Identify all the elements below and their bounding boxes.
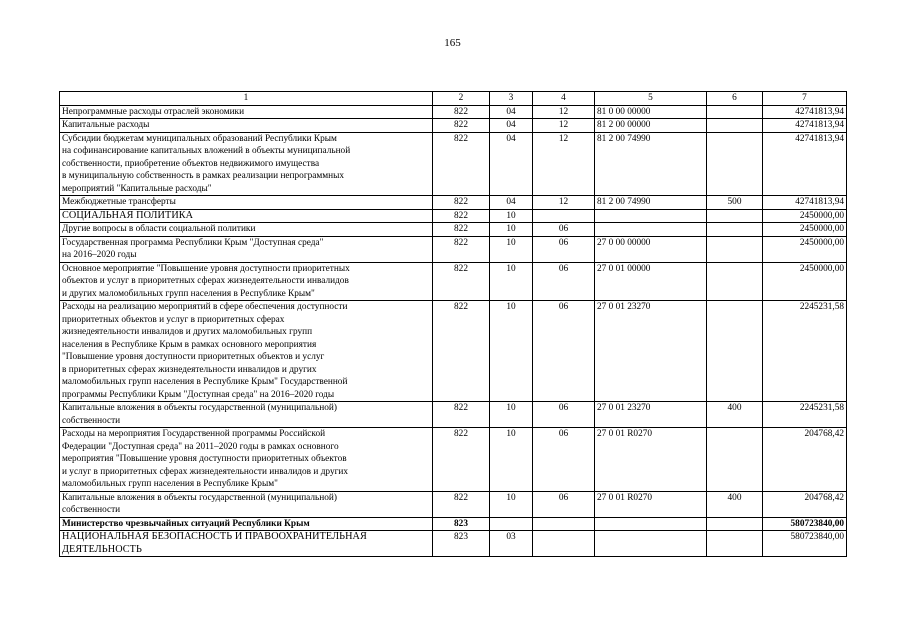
section-code-cell: 10	[490, 223, 533, 237]
table-row	[60, 491, 847, 517]
amount-cell: 2245231,58	[763, 301, 847, 402]
expense-type-cell: 400	[707, 491, 763, 517]
target-article-cell: 27 0 00 00000	[595, 236, 707, 262]
expense-type-cell	[707, 301, 763, 402]
row-name-cell: Капитальные расходы	[60, 119, 433, 133]
expense-type-cell	[707, 132, 763, 196]
expense-type-cell	[707, 262, 763, 301]
column-header: 6	[707, 92, 763, 106]
ministry-code-cell: 823	[433, 517, 490, 531]
amount-cell: 204768,42	[763, 428, 847, 492]
table-row	[60, 236, 847, 262]
row-name-cell: Капитальные вложения в объекты государственной (муниципальной) собственности	[60, 491, 433, 517]
section-code-cell: 03	[490, 531, 533, 557]
subsection-code-cell: 06	[533, 428, 595, 492]
ministry-code-cell: 823	[433, 531, 490, 557]
row-name-cell: Расходы на реализацию мероприятий в сфере обеспечения доступности приоритетных объектов и услуг в приоритетных сферах жизнедеятельности инвалидов и других маломобильных групп населения в Республике Крым в рамках основного мероприятия "Повышение уровня доступности приоритетных объектов и услуг в приоритетных сферах жизнедеятельности инвалидов и других маломобильных групп населения в Республике Крым" Государственной программы Республики Крым "Доступная среда" на 2016–2020 годы	[60, 301, 433, 402]
expense-type-cell: 500	[707, 196, 763, 210]
subsection-code-cell: 06	[533, 491, 595, 517]
section-code-cell: 10	[490, 209, 533, 223]
amount-cell: 42741813,94	[763, 132, 847, 196]
ministry-code-cell: 822	[433, 119, 490, 133]
ministry-code-cell: 822	[433, 132, 490, 196]
section-code-cell: 04	[490, 132, 533, 196]
expense-type-cell: 400	[707, 402, 763, 428]
table-row	[60, 132, 847, 196]
subsection-code-cell: 12	[533, 105, 595, 119]
ministry-code-cell: 822	[433, 223, 490, 237]
row-name-cell: Министерство чрезвычайных ситуаций Республики Крым	[60, 517, 433, 531]
ministry-code-cell: 822	[433, 262, 490, 301]
table-row	[60, 517, 847, 531]
subsection-code-cell: 06	[533, 223, 595, 237]
row-name-cell: Основное мероприятие "Повышение уровня доступности приоритетных объектов и услуг в приоритетных сферах жизнедеятельности инвалидов и других маломобильных групп населения в Республике Крым"	[60, 262, 433, 301]
column-header: 5	[595, 92, 707, 106]
section-code-cell: 04	[490, 196, 533, 210]
row-name-cell: Непрограммные расходы отраслей экономики	[60, 105, 433, 119]
table-row	[60, 301, 847, 402]
row-name-cell: Субсидии бюджетам муниципальных образований Республики Крым на софинансирование капитальных вложений в объекты муниципальной собственности, приобретение объектов недвижимого имущества в муниципальную собственность в рамках реализации непрограммных мероприятий "Капитальные расходы"	[60, 132, 433, 196]
table-row	[60, 262, 847, 301]
target-article-cell: 27 0 01 23270	[595, 301, 707, 402]
table-row	[60, 119, 847, 133]
section-code-cell: 04	[490, 105, 533, 119]
column-header: 3	[490, 92, 533, 106]
ministry-code-cell: 822	[433, 196, 490, 210]
subsection-code-cell	[533, 209, 595, 223]
column-header: 4	[533, 92, 595, 106]
ministry-code-cell: 822	[433, 491, 490, 517]
target-article-cell	[595, 531, 707, 557]
table-row	[60, 402, 847, 428]
column-header: 7	[763, 92, 847, 106]
row-name-cell: Другие вопросы в области социальной политики	[60, 223, 433, 237]
amount-cell: 42741813,94	[763, 105, 847, 119]
ministry-code-cell: 822	[433, 209, 490, 223]
target-article-cell: 81 2 00 00000	[595, 119, 707, 133]
expense-type-cell	[707, 517, 763, 531]
table-row	[60, 428, 847, 492]
section-code-cell	[490, 517, 533, 531]
table-body	[60, 105, 847, 557]
table-row	[60, 531, 847, 557]
subsection-code-cell: 12	[533, 132, 595, 196]
target-article-cell	[595, 517, 707, 531]
table-header-row	[60, 92, 847, 106]
ministry-code-cell: 822	[433, 236, 490, 262]
amount-cell: 2450000,00	[763, 209, 847, 223]
subsection-code-cell: 06	[533, 301, 595, 402]
target-article-cell: 27 0 01 R0270	[595, 491, 707, 517]
table-row	[60, 196, 847, 210]
subsection-code-cell: 12	[533, 119, 595, 133]
section-code-cell: 10	[490, 402, 533, 428]
amount-cell: 204768,42	[763, 491, 847, 517]
subsection-code-cell: 06	[533, 262, 595, 301]
row-name-cell: НАЦИОНАЛЬНАЯ БЕЗОПАСНОСТЬ И ПРАВООХРАНИТЕЛЬНАЯ ДЕЯТЕЛЬНОСТЬ	[60, 531, 433, 557]
budget-table	[59, 91, 847, 557]
expense-type-cell	[707, 531, 763, 557]
target-article-cell: 27 0 01 00000	[595, 262, 707, 301]
table-row	[60, 209, 847, 223]
section-code-cell: 10	[490, 236, 533, 262]
ministry-code-cell: 822	[433, 428, 490, 492]
target-article-cell: 27 0 01 23270	[595, 402, 707, 428]
section-code-cell: 10	[490, 491, 533, 517]
expense-type-cell	[707, 223, 763, 237]
subsection-code-cell: 06	[533, 236, 595, 262]
target-article-cell: 81 2 00 74990	[595, 132, 707, 196]
amount-cell: 42741813,94	[763, 196, 847, 210]
expense-type-cell	[707, 119, 763, 133]
amount-cell: 2450000,00	[763, 262, 847, 301]
target-article-cell: 27 0 01 R0270	[595, 428, 707, 492]
row-name-cell: Межбюджетные трансферты	[60, 196, 433, 210]
amount-cell: 2450000,00	[763, 223, 847, 237]
expense-type-cell	[707, 105, 763, 119]
table-row	[60, 223, 847, 237]
subsection-code-cell	[533, 531, 595, 557]
ministry-code-cell: 822	[433, 402, 490, 428]
ministry-code-cell: 822	[433, 105, 490, 119]
expense-type-cell	[707, 236, 763, 262]
expense-type-cell	[707, 428, 763, 492]
row-name-cell: Расходы на мероприятия Государственной программы Российской Федерации "Доступная среда" на 2011–2020 годы в рамках основного мероприятия "Повышение уровня доступности приоритетных объектов и услуг в приоритетных сферах жизнедеятельности инвалидов и других маломобильных групп населения в Республике Крым"	[60, 428, 433, 492]
amount-cell: 2450000,00	[763, 236, 847, 262]
target-article-cell: 81 0 00 00000	[595, 105, 707, 119]
amount-cell: 580723840,00	[763, 517, 847, 531]
page-number: 165	[444, 37, 461, 49]
amount-cell: 42741813,94	[763, 119, 847, 133]
section-code-cell: 10	[490, 428, 533, 492]
row-name-cell: СОЦИАЛЬНАЯ ПОЛИТИКА	[60, 209, 433, 223]
ministry-code-cell: 822	[433, 301, 490, 402]
table-row	[60, 105, 847, 119]
amount-cell: 2245231,58	[763, 402, 847, 428]
subsection-code-cell: 06	[533, 402, 595, 428]
target-article-cell	[595, 209, 707, 223]
target-article-cell: 81 2 00 74990	[595, 196, 707, 210]
row-name-cell: Государственная программа Республики Крым "Доступная среда" на 2016–2020 годы	[60, 236, 433, 262]
expense-type-cell	[707, 209, 763, 223]
subsection-code-cell: 12	[533, 196, 595, 210]
section-code-cell: 10	[490, 262, 533, 301]
section-code-cell: 10	[490, 301, 533, 402]
target-article-cell	[595, 223, 707, 237]
column-header: 2	[433, 92, 490, 106]
column-header: 1	[60, 92, 433, 106]
subsection-code-cell	[533, 517, 595, 531]
section-code-cell: 04	[490, 119, 533, 133]
amount-cell: 580723840,00	[763, 531, 847, 557]
row-name-cell: Капитальные вложения в объекты государственной (муниципальной) собственности	[60, 402, 433, 428]
